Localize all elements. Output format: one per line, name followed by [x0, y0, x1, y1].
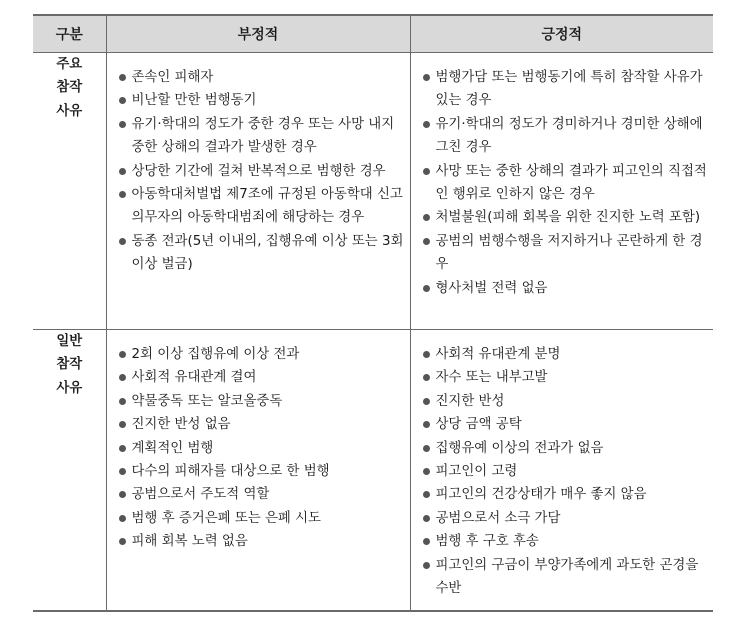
row-label-general: 일반 참작 사유 [33, 330, 106, 612]
list-item: 유기·학대의 정도가 경미하거나 경미한 상해에 그친 경우 [423, 113, 708, 160]
cell-general-positive [410, 330, 713, 612]
header-negative: 부정적 [106, 15, 410, 53]
list-item: 존속인 피해자 [119, 66, 404, 89]
list-item: 2회 이상 집행유예 이상 전과 [119, 343, 404, 366]
list-item: 공범으로서 소극 가담 [423, 507, 708, 530]
list-item: 동종 전과(5년 이내의, 집행유예 이상 또는 3회 이상 벌금) [119, 230, 404, 277]
list-item: 공범의 범행수행을 저지하거나 곤란하게 한 경우 [423, 230, 708, 277]
list-item: 집행유예 이상의 전과가 없음 [423, 437, 708, 460]
cell-major-positive [410, 53, 713, 330]
list-item: 약물중독 또는 알코올중독 [119, 390, 404, 413]
list-item: 피고인의 건강상태가 매우 좋지 않음 [423, 483, 708, 506]
list-item: 피해 회복 노력 없음 [119, 530, 404, 553]
list-item: 공범으로서 주도적 역할 [119, 483, 404, 506]
list-item: 처벌불원(피해 회복을 위한 진지한 노력 포함) [423, 206, 708, 229]
list-item: 자수 또는 내부고발 [423, 366, 708, 389]
list-item: 상당 금액 공탁 [423, 413, 708, 436]
table-row-general-factors [33, 330, 713, 612]
list-item: 비난할 만한 범행동기 [119, 89, 404, 112]
list-item: 아동학대처벌법 제7조에 규정된 아동학대 신고의무자의 아동학대범죄에 해당하는 경우 [119, 183, 404, 230]
header-category: 구분 [33, 15, 106, 53]
list-item: 범행 후 증거은폐 또는 은폐 시도 [119, 507, 404, 530]
list-item: 진지한 반성 [423, 390, 708, 413]
table-row-major-factors [33, 53, 713, 330]
header-positive: 긍정적 [410, 15, 713, 53]
list-item: 형사처벌 전력 없음 [423, 277, 708, 300]
header-row [33, 15, 713, 53]
list-item: 범행 후 구호 후송 [423, 530, 708, 553]
cell-general-negative [106, 330, 410, 612]
list-item: 상당한 기간에 걸쳐 반복적으로 범행한 경우 [119, 160, 404, 183]
cell-major-negative [106, 53, 410, 330]
list-item: 계획적인 범행 [119, 437, 404, 460]
list-item: 사망 또는 중한 상해의 결과가 피고인의 직접적인 행위로 인하지 않은 경우 [423, 160, 708, 207]
list-item: 피고인의 구금이 부양가족에게 과도한 곤경을 수반 [423, 554, 708, 601]
list-item: 사회적 유대관계 결여 [119, 366, 404, 389]
list-item: 다수의 피해자를 대상으로 한 범행 [119, 460, 404, 483]
list-item: 사회적 유대관계 분명 [423, 343, 708, 366]
list-item: 유기·학대의 정도가 중한 경우 또는 사망 내지 중한 상해의 결과가 발생한 경우 [119, 113, 404, 160]
list-item: 피고인이 고령 [423, 460, 708, 483]
list-item: 범행가담 또는 범행동기에 특히 참작할 사유가 있는 경우 [423, 66, 708, 113]
row-label-major: 주요 참작 사유 [33, 53, 106, 330]
list-item: 진지한 반성 없음 [119, 413, 404, 436]
sentencing-factors-table [33, 14, 713, 612]
